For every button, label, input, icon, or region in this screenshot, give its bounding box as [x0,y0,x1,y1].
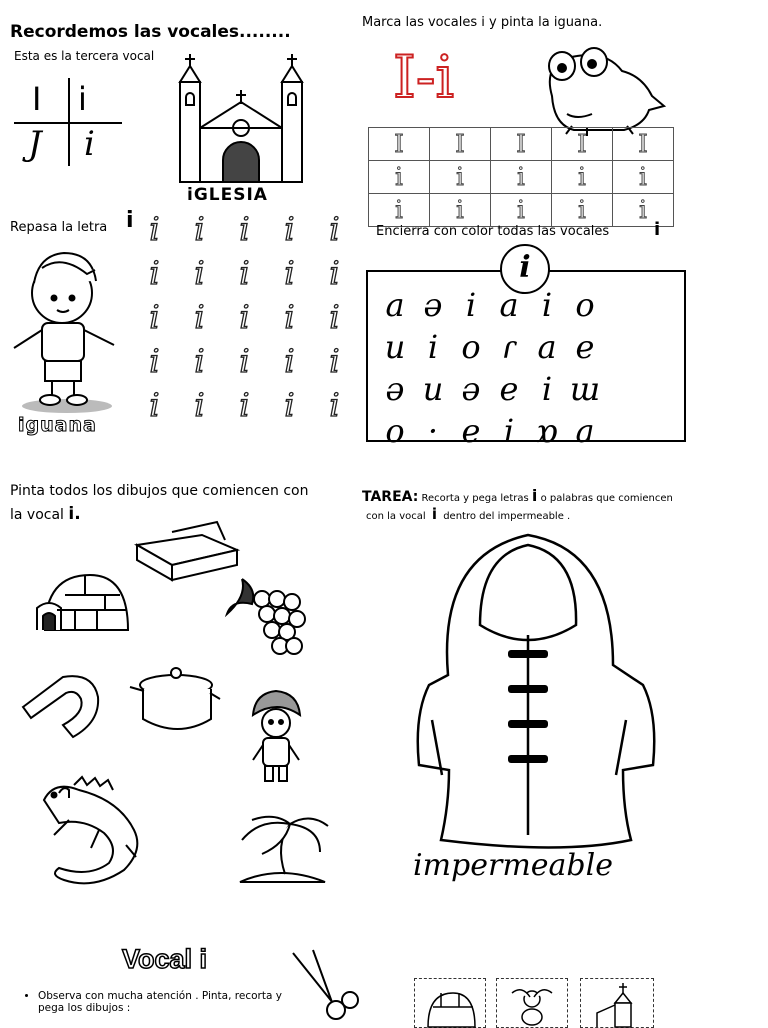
igloo-drawing [35,570,130,635]
dotted-i-letter: i [329,342,340,380]
tarea-text-3: con la vocal [366,511,426,522]
trace-cell: i [369,161,430,194]
vowel-letter: a [537,328,557,366]
vowel-letter: e [499,370,519,408]
section-title: Recordemos las vocales........ [10,22,291,42]
trace-cell: i [491,161,552,194]
iguana-label: iguana [18,414,97,436]
tarea-line-2 [366,505,570,523]
pinta-instruction-line2 [10,504,81,524]
trace-cell: I [552,128,613,161]
vowel-letter: ə [385,370,405,408]
vocal-i-title: Vocal i [122,944,208,974]
cutout-igloo-box [414,978,486,1028]
dotted-i-letter: i [329,386,340,424]
trace-cell: I [491,128,552,161]
raincoat-drawing [388,525,670,845]
trace-cell: i [552,161,613,194]
marca-instruction: Marca las vocales i y pinta la iguana. [362,15,603,30]
dotted-i-letter: i [149,342,160,380]
trace-cell: i [369,194,430,227]
vowel-letter: u [422,370,444,408]
vowel-letter [604,286,642,324]
boy-with-iguana-drawing [12,248,122,418]
vowel-letter: u [384,328,406,366]
dotted-i-letter: i [194,386,205,424]
dotted-i-letter: i [239,342,250,380]
trace-cell: i [430,194,491,227]
indian-child-drawing [245,690,307,785]
magnet-drawing [18,672,103,740]
dotted-i-letter: i [329,254,340,292]
dotted-i-letter: i [239,210,250,248]
vowel-letter: i [541,370,553,408]
vowel-letter [642,412,680,450]
church-drawing [175,52,310,187]
bullet-item: • Observa con mucha atención . Pinta, recorta y pega los dibujos : [38,990,300,1014]
vowel-letter-grid [376,286,680,450]
tarea-text-2: o palabras que comiencen [540,493,673,504]
vowel-letter: i [465,286,477,324]
encierra-letter: i [654,219,661,240]
vowel-letter: i [503,412,515,450]
dotted-i-letter: i [149,298,160,336]
trace-grid [368,127,674,227]
vowel-letter: o [385,412,405,450]
vowel-letter: a [499,286,519,324]
vowel-letter: i [541,286,553,324]
dotted-i-letter: i [284,298,295,336]
dotted-i-grid [132,210,357,424]
lowercase-print-letter: i [78,80,87,118]
lowercase-script-letter: i [84,124,95,164]
tarea-text-4: dentro del impermeable . [443,511,571,522]
vowel-letter [604,328,642,366]
dotted-i-letter: i [239,254,250,292]
dotted-i-letter: i [284,342,295,380]
repasa-letter: i [126,208,134,233]
palm-island-drawing [230,812,330,890]
dotted-i-letter: i [284,386,295,424]
pinta-letter: i. [68,504,81,524]
pinta-instruction-2: la vocal [10,507,64,523]
trace-cell: i [613,161,674,194]
iguana-cartoon [532,36,674,136]
raincoat-label: impermeable [413,848,613,883]
big-letters-red: I-i [393,43,455,111]
vowel-letter [642,328,680,366]
dotted-i-letter: i [149,254,160,292]
printer-drawing [132,520,240,582]
repasa-instruction: Repasa la letra [10,220,108,235]
letters-box [366,250,686,450]
church-icon [595,983,641,1027]
dotted-i-letter: i [239,386,250,424]
dotted-i-letter: i [194,298,205,336]
section-subtitle: Esta es la tercera vocal [14,49,155,63]
uppercase-script-letter: J [28,124,42,164]
cutout-insect-box [496,978,568,1028]
grapes-drawing [222,574,312,664]
tarea-text-1: Recorta y pega letras [421,493,529,504]
tarea-label: TAREA: [362,489,419,505]
cutout-church-box [580,978,654,1028]
lizard-drawing [34,775,164,893]
dotted-i-letter: i [194,254,205,292]
pot-drawing [128,665,220,735]
vowel-letter: i [427,328,439,366]
dotted-i-letter: i [194,210,205,248]
vowel-letter: a [575,412,595,450]
letter-cross [14,78,122,168]
vowel-letter: o [461,328,481,366]
tarea-letter-2: i [431,505,438,523]
trace-cell: i [430,161,491,194]
dotted-i-letter: i [284,254,295,292]
encierra-instruction: Encierra con color todas las vocales [376,224,610,239]
igloo-icon [423,987,477,1027]
dotted-i-letter: i [284,210,295,248]
bullet-list [20,990,300,1014]
pinta-instruction-1: Pinta todos los dibujos que comiencen con [10,483,309,499]
vowel-letter: ɒ [536,412,558,450]
vowel-letter: · [427,412,439,450]
trace-cell: I [613,128,674,161]
vowel-letter [604,370,642,408]
dotted-i-letter: i [194,342,205,380]
dotted-i-letter: i [149,386,160,424]
dotted-i-letter: i [239,298,250,336]
vowel-letter: ə [461,370,481,408]
trace-cell: i [491,194,552,227]
vowel-letter: ɯ [569,370,601,408]
trace-cell: i [613,194,674,227]
vowel-letter: o [575,286,595,324]
vowel-letter [642,370,680,408]
trace-cell: i [552,194,613,227]
vowel-letter [604,412,642,450]
tarea-letter-1: i [531,486,538,505]
vowel-letter: e [461,412,481,450]
trace-cell: I [369,128,430,161]
vowel-letter: ə [423,286,443,324]
vowel-letter: e [575,328,595,366]
vowel-letter: ɾ [501,328,517,366]
uppercase-print-letter: I [32,80,42,118]
church-label: iGLESIA [187,185,268,205]
vowel-letter [642,286,680,324]
dotted-i-letter: i [329,298,340,336]
badge-letter: i [519,250,531,285]
insect-icon [507,985,557,1025]
trace-cell: I [430,128,491,161]
dotted-i-letter: i [149,210,160,248]
vowel-letter: a [385,286,405,324]
dotted-i-letter: i [329,210,340,248]
